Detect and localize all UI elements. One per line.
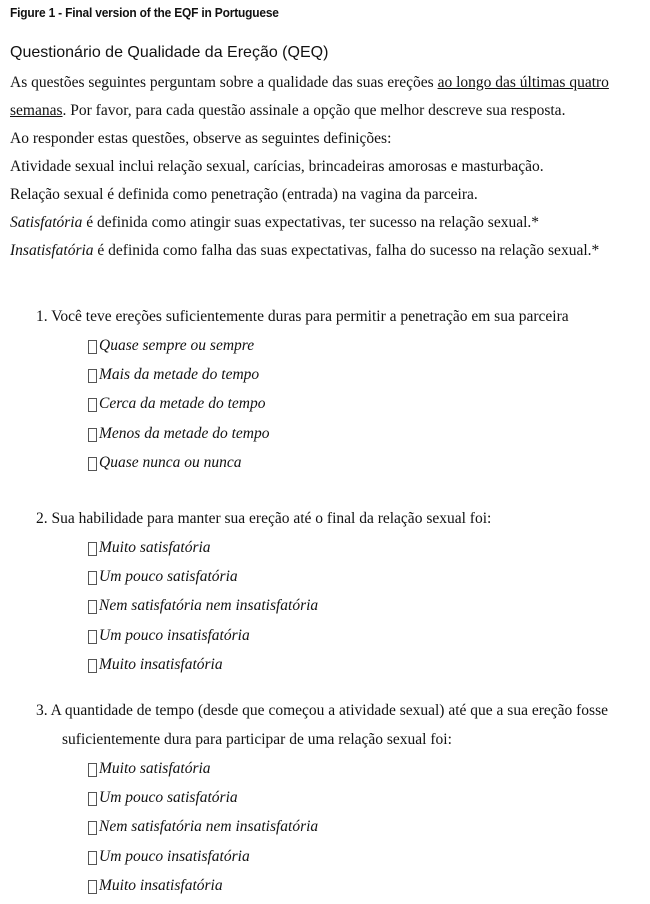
- option-label: Cerca da metade do tempo: [99, 395, 266, 413]
- option-label: Um pouco satisfatória: [99, 789, 238, 807]
- answer-option[interactable]: [88, 875, 641, 904]
- questionnaire-title: Questionário de Qualidade da Ereção (QEQ): [10, 44, 329, 61]
- option-label: Nem satisfatória nem insatisfatória: [99, 597, 319, 615]
- answer-option[interactable]: [88, 335, 641, 364]
- instructions: [10, 72, 640, 268]
- answer-option[interactable]: [88, 452, 641, 481]
- definition-text: é definida como falha das suas expectativas, falha do sucesso na relação sexual.*: [93, 242, 600, 259]
- answer-option[interactable]: [88, 787, 641, 816]
- checkbox-icon[interactable]: [88, 457, 97, 471]
- answer-options: [88, 758, 641, 904]
- answer-option[interactable]: [88, 393, 641, 422]
- checkbox-icon[interactable]: [88, 340, 97, 354]
- checkbox-icon[interactable]: [88, 398, 97, 412]
- option-label: Nem satisfatória nem insatisfatória: [99, 818, 319, 836]
- instruction-line-2: [10, 100, 640, 128]
- answer-option[interactable]: [88, 566, 641, 595]
- checkbox-icon[interactable]: [88, 821, 97, 835]
- answer-options: [88, 335, 641, 481]
- instruction-text: . Por favor, para cada questão assinale a opção que melhor descreve sua resposta.: [62, 102, 566, 119]
- option-label: Muito satisfatória: [99, 760, 211, 777]
- option-label: Quase nunca ou nunca: [99, 453, 242, 471]
- answer-option[interactable]: [88, 537, 641, 566]
- option-label: Menos da metade do tempo: [99, 424, 270, 442]
- checkbox-icon[interactable]: [88, 630, 97, 644]
- defined-term: Insatisfatória: [10, 242, 94, 259]
- answer-option[interactable]: [88, 423, 641, 452]
- answer-option[interactable]: [88, 595, 641, 624]
- figure-title: Figure 1 - Final version of the EQF in Portuguese: [10, 5, 279, 20]
- checkbox-icon[interactable]: [88, 763, 97, 777]
- question-2: [36, 508, 641, 683]
- checkbox-icon[interactable]: [88, 659, 97, 673]
- question-text-continued: suficientemente dura para participar de uma relação sexual foi:: [62, 731, 452, 748]
- question-text: 3. A quantidade de tempo (desde que começou a atividade sexual) até que a sua ereção fosse: [36, 702, 608, 719]
- instruction-underlined-text: ao longo das últimas quatro: [437, 74, 609, 91]
- answer-option[interactable]: [88, 846, 641, 875]
- answer-option[interactable]: [88, 758, 641, 787]
- defined-term: Satisfatória: [10, 214, 83, 231]
- instruction-text: As questões seguintes perguntam sobre a qualidade das suas ereções: [10, 74, 438, 91]
- option-label: Um pouco insatisfatória: [99, 626, 250, 644]
- instruction-underlined-text: semanas: [10, 102, 63, 119]
- question-text: 1. Você teve ereções suficientemente duras para permitir a penetração em sua parceira: [36, 308, 569, 325]
- checkbox-icon[interactable]: [88, 542, 97, 556]
- answer-option[interactable]: [88, 364, 641, 393]
- instruction-line-1: [10, 72, 640, 100]
- answer-option[interactable]: [88, 654, 641, 683]
- instruction-line-3: Ao responder estas questões, observe as seguintes definições:: [10, 130, 392, 147]
- definition-unsatisfactory: [10, 240, 640, 268]
- definition-text: é definida como atingir suas expectativas, ter sucesso na relação sexual.*: [82, 214, 540, 231]
- option-label: Um pouco insatisfatória: [99, 847, 250, 865]
- definition-satisfactory: [10, 212, 640, 240]
- question-3: [36, 700, 641, 904]
- option-label: Quase sempre ou sempre: [99, 337, 255, 354]
- question-text: 2. Sua habilidade para manter sua ereção até o final da relação sexual foi:: [36, 510, 492, 527]
- checkbox-icon[interactable]: [88, 600, 97, 614]
- checkbox-icon[interactable]: [88, 571, 97, 585]
- option-label: Muito insatisfatória: [99, 655, 223, 673]
- question-1: [36, 306, 641, 481]
- option-label: Mais da metade do tempo: [99, 366, 260, 384]
- definition-intercourse: Relação sexual é definida como penetração (entrada) na vagina da parceira.: [10, 186, 478, 203]
- checkbox-icon[interactable]: [88, 369, 97, 383]
- checkbox-icon[interactable]: [88, 880, 97, 894]
- definition-sexual-activity: Atividade sexual inclui relação sexual, carícias, brincadeiras amorosas e masturbação.: [10, 158, 544, 175]
- answer-option[interactable]: [88, 816, 641, 845]
- option-label: Um pouco satisfatória: [99, 568, 238, 586]
- checkbox-icon[interactable]: [88, 792, 97, 806]
- option-label: Muito satisfatória: [99, 539, 211, 556]
- checkbox-icon[interactable]: [88, 428, 97, 442]
- answer-option[interactable]: [88, 625, 641, 654]
- answer-options: [88, 537, 641, 683]
- option-label: Muito insatisfatória: [99, 876, 223, 894]
- checkbox-icon[interactable]: [88, 851, 97, 865]
